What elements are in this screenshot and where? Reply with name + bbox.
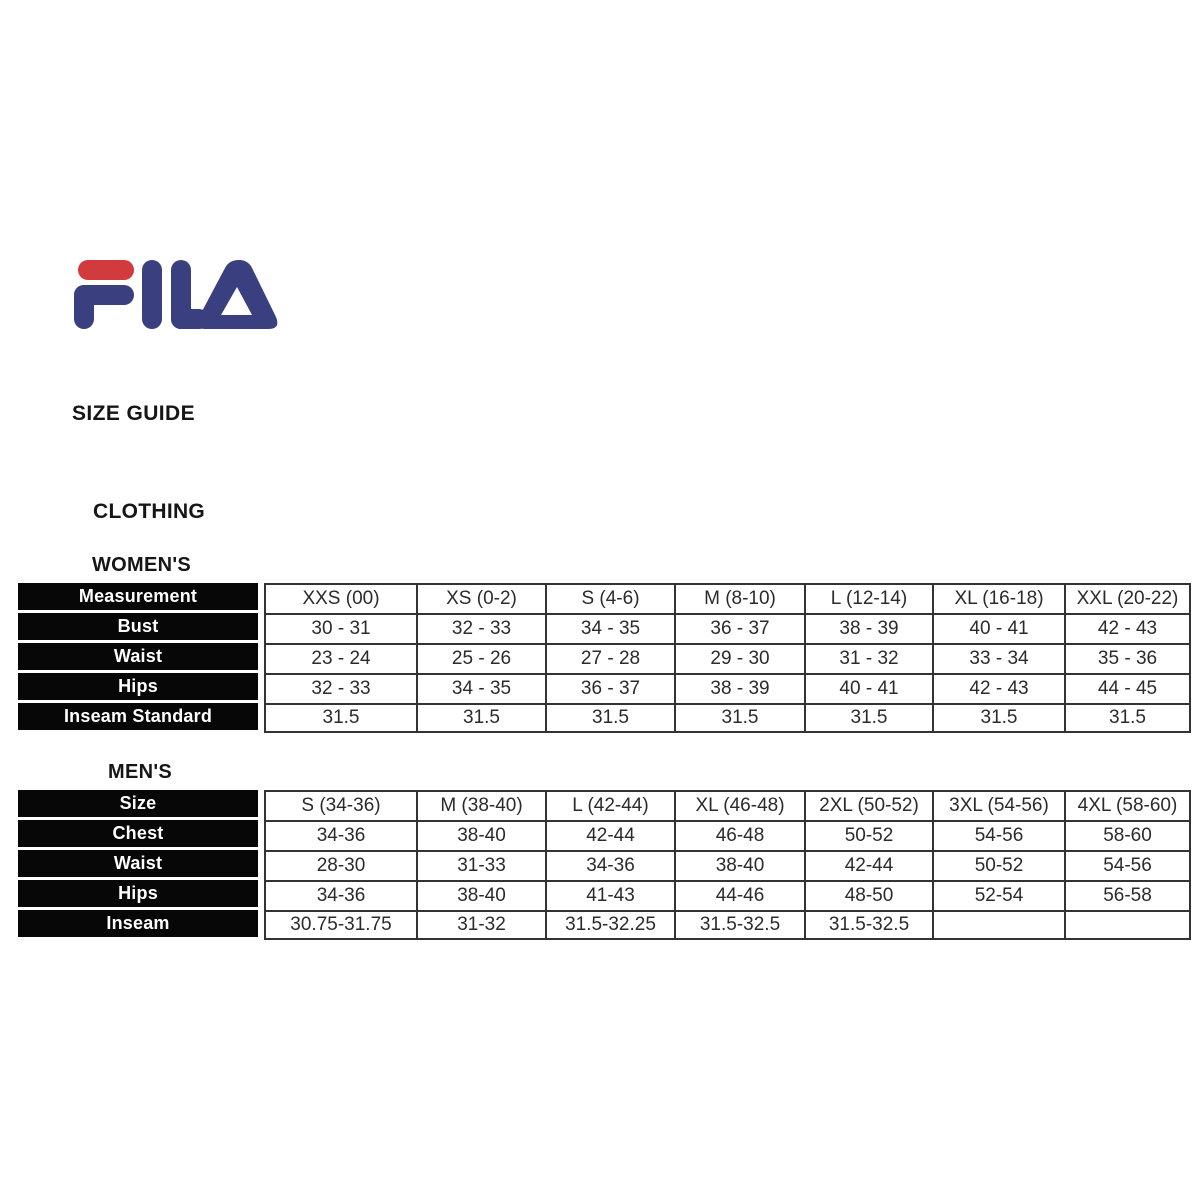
mens-cell: 34-36 (545, 850, 674, 880)
mens-cell: 28-30 (264, 850, 416, 880)
fila-f-stem (74, 285, 94, 329)
womens-cell: 25 - 26 (416, 643, 545, 673)
womens-corner-header: Measurement (18, 583, 258, 613)
page-title: SIZE GUIDE (72, 402, 196, 425)
mens-cell: 48-50 (804, 880, 932, 910)
womens-cell: 34 - 35 (545, 613, 674, 643)
mens-size-header: S (34-36) (264, 790, 416, 820)
fila-f-red-bar (78, 260, 134, 280)
fila-logo (70, 258, 282, 330)
mens-size-header: 4XL (58-60) (1064, 790, 1191, 820)
mens-size-table (18, 790, 1191, 940)
mens-cell: 44-46 (674, 880, 804, 910)
womens-size-header: M (8-10) (674, 583, 804, 613)
mens-size-header: M (38-40) (416, 790, 545, 820)
womens-cell: 29 - 30 (674, 643, 804, 673)
mens-cell: 38-40 (674, 850, 804, 880)
mens-cell: 56-58 (1064, 880, 1191, 910)
womens-size-header: XXS (00) (264, 583, 416, 613)
mens-cell: 42-44 (804, 850, 932, 880)
fila-a (197, 260, 277, 329)
mens-row-label: Inseam (18, 910, 258, 940)
mens-cell: 54-56 (1064, 850, 1191, 880)
womens-cell: 31.5 (804, 703, 932, 733)
womens-cell: 42 - 43 (932, 673, 1064, 703)
womens-cell: 31.5 (416, 703, 545, 733)
mens-cell: 42-44 (545, 820, 674, 850)
womens-row-label: Bust (18, 613, 258, 643)
mens-cell: 34-36 (264, 880, 416, 910)
mens-cell: 31.5-32.5 (674, 910, 804, 940)
womens-size-header: XL (16-18) (932, 583, 1064, 613)
womens-cell: 44 - 45 (1064, 673, 1191, 703)
mens-cell: 31.5-32.5 (804, 910, 932, 940)
womens-cell: 23 - 24 (264, 643, 416, 673)
mens-cell: 38-40 (416, 880, 545, 910)
womens-cell: 31.5 (545, 703, 674, 733)
mens-cell: 50-52 (932, 850, 1064, 880)
mens-cell: 50-52 (804, 820, 932, 850)
womens-cell: 38 - 39 (804, 613, 932, 643)
womens-cell: 32 - 33 (264, 673, 416, 703)
fila-i (142, 260, 162, 329)
womens-cell: 31.5 (1064, 703, 1191, 733)
mens-cell: 31.5-32.25 (545, 910, 674, 940)
womens-size-header: XXL (20-22) (1064, 583, 1191, 613)
womens-cell: 40 - 41 (804, 673, 932, 703)
mens-size-header: XL (46-48) (674, 790, 804, 820)
womens-cell: 32 - 33 (416, 613, 545, 643)
womens-row-label: Hips (18, 673, 258, 703)
womens-size-table (18, 583, 1191, 733)
mens-cell: 41-43 (545, 880, 674, 910)
womens-size-header: L (12-14) (804, 583, 932, 613)
mens-cell-empty (932, 910, 1064, 940)
womens-size-header: S (4-6) (545, 583, 674, 613)
womens-cell: 35 - 36 (1064, 643, 1191, 673)
womens-section-label: WOMEN'S (92, 554, 192, 576)
womens-cell: 33 - 34 (932, 643, 1064, 673)
mens-section-label: MEN'S (108, 761, 173, 783)
mens-cell: 38-40 (416, 820, 545, 850)
womens-cell: 27 - 28 (545, 643, 674, 673)
mens-row-label: Chest (18, 820, 258, 850)
mens-cell: 34-36 (264, 820, 416, 850)
mens-size-header: 2XL (50-52) (804, 790, 932, 820)
mens-size-header: 3XL (54-56) (932, 790, 1064, 820)
mens-cell: 54-56 (932, 820, 1064, 850)
mens-cell: 58-60 (1064, 820, 1191, 850)
womens-size-header: XS (0-2) (416, 583, 545, 613)
womens-cell: 31 - 32 (804, 643, 932, 673)
womens-cell: 40 - 41 (932, 613, 1064, 643)
womens-row-label: Waist (18, 643, 258, 673)
womens-cell: 38 - 39 (674, 673, 804, 703)
womens-row-label: Inseam Standard (18, 703, 258, 733)
womens-cell: 36 - 37 (545, 673, 674, 703)
mens-row-label: Hips (18, 880, 258, 910)
mens-cell: 46-48 (674, 820, 804, 850)
womens-cell: 34 - 35 (416, 673, 545, 703)
category-heading: CLOTHING (93, 500, 206, 523)
womens-cell: 36 - 37 (674, 613, 804, 643)
mens-cell: 30.75-31.75 (264, 910, 416, 940)
womens-cell: 42 - 43 (1064, 613, 1191, 643)
mens-cell-empty (1064, 910, 1191, 940)
mens-cell: 52-54 (932, 880, 1064, 910)
mens-corner-header: Size (18, 790, 258, 820)
mens-size-header: L (42-44) (545, 790, 674, 820)
mens-cell: 31-32 (416, 910, 545, 940)
womens-cell: 30 - 31 (264, 613, 416, 643)
womens-cell: 31.5 (932, 703, 1064, 733)
mens-row-label: Waist (18, 850, 258, 880)
womens-cell: 31.5 (674, 703, 804, 733)
mens-cell: 31-33 (416, 850, 545, 880)
womens-cell: 31.5 (264, 703, 416, 733)
